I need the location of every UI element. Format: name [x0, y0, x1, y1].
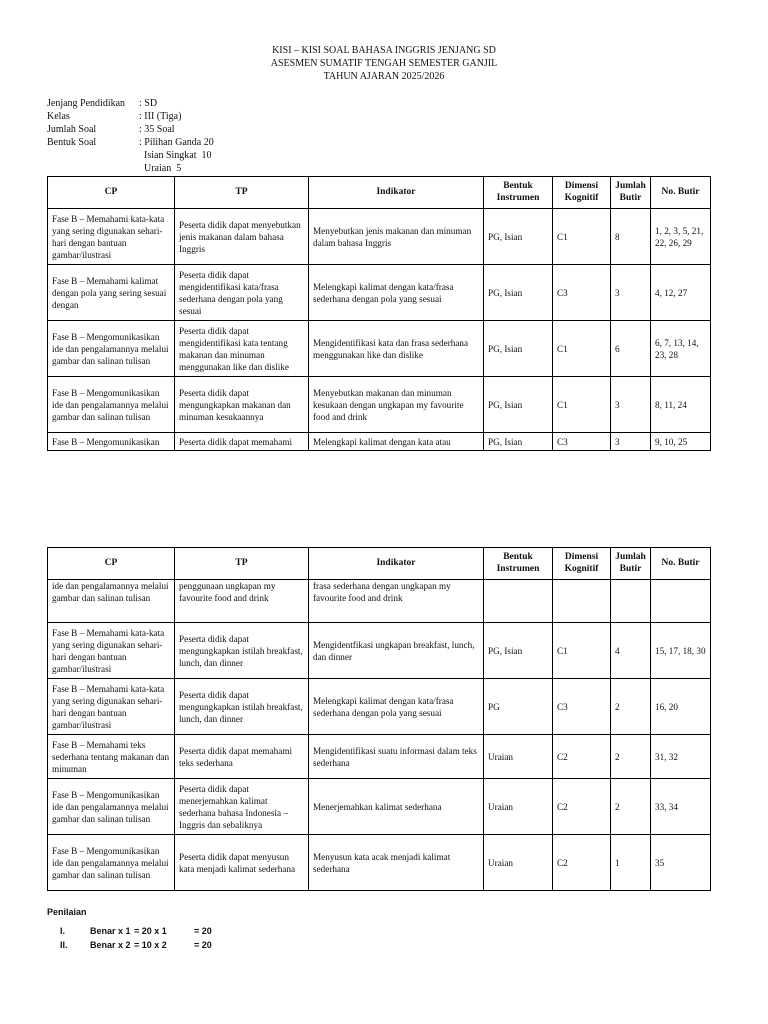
cell-tp: Peserta didik dapat mengungkapkan istilah breakfast, lunch, dan dinner	[175, 679, 309, 735]
table-row	[48, 580, 711, 623]
cell-dimensi-kognitif: C3	[553, 679, 611, 735]
col-header-tp: TP	[175, 177, 309, 209]
cell-bentuk-instrumen: PG, Isian	[484, 433, 553, 451]
cell-jumlah-butir: 3	[611, 433, 651, 451]
col-header-jumlah-butir: Jumlah Butir	[611, 548, 651, 580]
col-header-jumlah-butir: Jumlah Butir	[611, 177, 651, 209]
cell-bentuk-instrumen: PG, Isian	[484, 321, 553, 377]
table-body	[48, 209, 711, 451]
cell-bentuk-instrumen: Uraian	[484, 835, 553, 891]
table-row	[48, 321, 711, 377]
cell-indikator: Menyebutkan makanan dan minuman kesukaan dengan ungkapan my favourite food and drink	[309, 377, 484, 433]
col-header-indikator: Indikator	[309, 548, 484, 580]
col-header-tp: TP	[175, 548, 309, 580]
cell-no-butir: 4, 12, 27	[651, 265, 711, 321]
cell-cp: ide dan pengalamannya melalui gambar dan salinan tulisan	[48, 580, 175, 623]
cell-tp: Peserta didik dapat mengungkapkan makanan dan minuman kesukaannya	[175, 377, 309, 433]
cell-jumlah-butir: 6	[611, 321, 651, 377]
table-row	[48, 209, 711, 265]
cell-cp: Fase B – Mengomunikasikan ide dan pengalamannya melalui gambar dan salinan tulisan	[48, 835, 175, 891]
table-row	[48, 265, 711, 321]
cell-bentuk-instrumen: PG, Isian	[484, 265, 553, 321]
col-header-bentuk-instrumen: Bentuk Instrumen	[484, 177, 553, 209]
penilaian-item: I. Benar x 1 = 20 x 1 = 20	[60, 926, 212, 936]
document-title	[0, 44, 768, 83]
col-header-bentuk-instrumen: Bentuk Instrumen	[484, 548, 553, 580]
penilaian-heading: Penilaian	[47, 907, 87, 917]
cell-tp: penggunaan ungkapan my favourite food and drink	[175, 580, 309, 623]
cell-jumlah-butir: 2	[611, 679, 651, 735]
table-header-row	[48, 548, 711, 580]
cell-jumlah-butir: 3	[611, 265, 651, 321]
cell-jumlah-butir: 4	[611, 623, 651, 679]
cell-indikator: Menyusun kata acak menjadi kalimat sederhana	[309, 835, 484, 891]
cell-dimensi-kognitif: C3	[553, 265, 611, 321]
cell-dimensi-kognitif: C3	[553, 433, 611, 451]
cell-cp: Fase B – Mengomunikasikan ide dan pengalamannya melalui gambar dan salinan tulisan	[48, 779, 175, 835]
cell-cp: Fase B – Memahami kalimat dengan pola yang sering sesuai dengan	[48, 265, 175, 321]
cell-indikator: Melengkapi kalimat dengan kata/frasa sederhana dengan pola yang sesuai	[309, 679, 484, 735]
cell-no-butir: 8, 11, 24	[651, 377, 711, 433]
cell-tp: Peserta didik dapat mengidentifikasi kata tentang makanan dan minuman menggunakan like dan dislike	[175, 321, 309, 377]
cell-dimensi-kognitif: C1	[553, 623, 611, 679]
cell-tp: Peserta didik dapat menyusun kata menjadi kalimat sederhana	[175, 835, 309, 891]
cell-jumlah-butir: 3	[611, 377, 651, 433]
cell-no-butir: 15, 17, 18, 30	[651, 623, 711, 679]
cell-no-butir: 33, 34	[651, 779, 711, 835]
cell-dimensi-kognitif	[553, 580, 611, 623]
kisi-table-1	[47, 176, 711, 451]
cell-indikator: Melengkapi kalimat dengan kata/frasa sederhana dengan pola yang sesuai	[309, 265, 484, 321]
col-header-cp: CP	[48, 548, 175, 580]
col-header-indikator: Indikator	[309, 177, 484, 209]
cell-bentuk-instrumen: PG, Isian	[484, 623, 553, 679]
cell-cp: Fase B – Mengomunikasikan ide dan pengalamannya melalui gambar dan salinan tulisan	[48, 377, 175, 433]
table-row	[48, 623, 711, 679]
cell-cp: Fase B – Memahami kata-kata yang sering digunakan sehari-hari dengan bantuan gambar/ilustrasi	[48, 209, 175, 265]
cell-bentuk-instrumen: PG	[484, 679, 553, 735]
cell-cp: Fase B – Memahami kata-kata yang sering digunakan sehari-hari dengan bantuan gambar/ilustrasi	[48, 679, 175, 735]
document-info	[47, 97, 214, 175]
title-line-2: ASESMEN SUMATIF TENGAH SEMESTER GANJIL	[270, 58, 498, 69]
info-row: Kelas : III (Tiga)	[47, 111, 182, 122]
table-body	[48, 580, 711, 891]
title-line-1: KISI – KISI SOAL BAHASA INGGRIS JENJANG SD	[272, 45, 496, 56]
cell-dimensi-kognitif: C1	[553, 321, 611, 377]
table-row	[48, 835, 711, 891]
cell-jumlah-butir: 1	[611, 835, 651, 891]
col-header-no-butir: No. Butir	[651, 548, 711, 580]
col-header-dimensi-kognitif: Dimensi Kognitif	[553, 548, 611, 580]
cell-bentuk-instrumen	[484, 580, 553, 623]
cell-tp: Peserta didik dapat memahami teks sederhana	[175, 735, 309, 779]
cell-dimensi-kognitif: C1	[553, 377, 611, 433]
title-line-3: TAHUN AJARAN 2025/2026	[323, 71, 445, 82]
info-row: Uraian 5	[139, 163, 182, 174]
table-row	[48, 377, 711, 433]
cell-cp: Fase B – Memahami teks sederhana tentang makanan dan minuman	[48, 735, 175, 779]
cell-indikator: Mengidentifikasi kata dan frasa sederhana menggunakan like dan dislike	[309, 321, 484, 377]
kisi-table-2	[47, 547, 711, 891]
cell-indikator: Menyebutkan jenis makanan dan minuman dalam bahasa Inggris	[309, 209, 484, 265]
cell-dimensi-kognitif: C2	[553, 779, 611, 835]
cell-cp: Fase B – Mengomunikasikan ide dan pengalamannya melalui gambar dan salinan tulisan	[48, 321, 175, 377]
cell-indikator: Mengidentifikasi suatu informasi dalam teks sederhana	[309, 735, 484, 779]
table-row	[48, 679, 711, 735]
info-row: Jumlah Soal : 35 Soal	[47, 124, 175, 135]
table-row	[48, 433, 711, 451]
table-header-row	[48, 177, 711, 209]
table-row	[48, 779, 711, 835]
cell-no-butir: 16, 20	[651, 679, 711, 735]
cell-bentuk-instrumen: PG, Isian	[484, 377, 553, 433]
cell-indikator: Menerjemahkan kalimat sederhana	[309, 779, 484, 835]
cell-cp: Fase B – Mengomunikasikan	[48, 433, 175, 451]
info-row: Isian Singkat 10	[139, 150, 212, 161]
penilaian-item: II. Benar x 2 = 10 x 2 = 20	[60, 940, 212, 950]
cell-no-butir	[651, 580, 711, 623]
cell-bentuk-instrumen: PG, Isian	[484, 209, 553, 265]
cell-jumlah-butir: 8	[611, 209, 651, 265]
cell-dimensi-kognitif: C1	[553, 209, 611, 265]
cell-jumlah-butir: 2	[611, 779, 651, 835]
col-header-dimensi-kognitif: Dimensi Kognitif	[553, 177, 611, 209]
cell-tp: Peserta didik dapat menerjemahkan kalimat sederhana bahasa Indonesia – Inggris dan sebaliknya	[175, 779, 309, 835]
cell-bentuk-instrumen: Uraian	[484, 779, 553, 835]
info-row: Jenjang Pendidikan : SD	[47, 98, 158, 109]
cell-tp: Peserta didik dapat mengidentifikasi kata/frasa sederhana dengan pola yang sesuai	[175, 265, 309, 321]
cell-tp: Peserta didik dapat memahami	[175, 433, 309, 451]
cell-no-butir: 1, 2, 3, 5, 21, 22, 26, 29	[651, 209, 711, 265]
info-row: Bentuk Soal : Pilihan Ganda 20	[47, 137, 214, 148]
cell-jumlah-butir: 2	[611, 735, 651, 779]
cell-no-butir: 9, 10, 25	[651, 433, 711, 451]
cell-no-butir: 6, 7, 13, 14, 23, 28	[651, 321, 711, 377]
cell-indikator: Melengkapi kalimat dengan kata atau	[309, 433, 484, 451]
cell-indikator: frasa sederhana dengan ungkapan my favourite food and drink	[309, 580, 484, 623]
cell-no-butir: 35	[651, 835, 711, 891]
col-header-no-butir: No. Butir	[651, 177, 711, 209]
cell-dimensi-kognitif: C2	[553, 735, 611, 779]
cell-no-butir: 31, 32	[651, 735, 711, 779]
cell-tp: Peserta didik dapat mengungkapkan istilah breakfast, lunch, dan dinner	[175, 623, 309, 679]
cell-cp: Fase B – Memahami kata-kata yang sering digunakan sehari-hari dengan bantuan gambar/ilustrasi	[48, 623, 175, 679]
cell-dimensi-kognitif: C2	[553, 835, 611, 891]
cell-bentuk-instrumen: Uraian	[484, 735, 553, 779]
col-header-cp: CP	[48, 177, 175, 209]
cell-tp: Peserta didik dapat menyebutkan jenis makanan dalam bahasa Inggris	[175, 209, 309, 265]
table-row	[48, 735, 711, 779]
cell-indikator: Mengidentfikasi ungkapan breakfast, lunch, dan dinner	[309, 623, 484, 679]
cell-jumlah-butir	[611, 580, 651, 623]
